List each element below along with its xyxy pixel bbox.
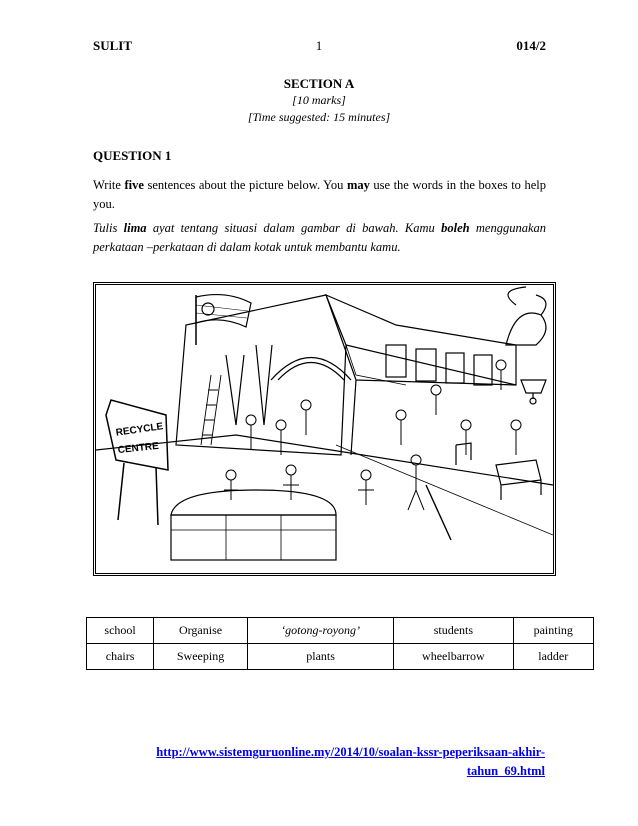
instruction-bold: boleh: [441, 221, 470, 235]
word-cell: students: [394, 618, 513, 644]
header-right: 014/2: [516, 38, 546, 53]
word-cell: school: [87, 618, 154, 644]
word-box-table: [86, 617, 594, 670]
instruction-text: sentences about the picture below. You: [143, 178, 347, 192]
instruction-bold: five: [124, 178, 144, 192]
source-link-line2[interactable]: tahun_69.html: [466, 764, 545, 778]
instruction-malay: [93, 219, 546, 257]
illustration-drawing: [96, 285, 553, 573]
instruction-text: Tulis: [93, 221, 124, 235]
table-row: [87, 618, 594, 644]
sign-text-line1: RECYCLE: [115, 421, 164, 439]
word-cell: wheelbarrow: [394, 644, 513, 670]
instruction-text: menggunakan perkataan –perkataan di dalam kotak untuk membantu kamu.: [93, 221, 546, 254]
instruction-text: use the words in the boxes to help you.: [93, 178, 546, 211]
word-cell: Sweeping: [154, 644, 248, 670]
source-link[interactable]: [150, 743, 545, 781]
section-time: [Time suggested: 15 minutes]: [247, 110, 391, 124]
page-number: 1: [315, 38, 323, 53]
sign-text-line2: CENTRE: [117, 440, 160, 457]
question-label: QUESTION 1: [93, 148, 172, 163]
section-marks: [10 marks]: [292, 93, 346, 107]
word-cell: plants: [247, 644, 393, 670]
header-left: SULIT: [93, 38, 133, 53]
instruction-bold: may: [346, 178, 370, 192]
word-cell: painting: [513, 618, 594, 644]
source-link-line1[interactable]: http://www.sistemguruonline.my/2014/10/soalan-kssr-peperiksaan-akhir-: [156, 745, 545, 759]
word-cell: ‘gotong-royong’: [247, 618, 393, 644]
table-row: [87, 644, 594, 670]
word-cell: Organise: [154, 618, 248, 644]
instruction-bold: lima: [123, 221, 147, 235]
instruction-text: ayat tentang situasi dalam gambar di bawah. Kamu: [146, 221, 442, 235]
recycle-sign: [106, 400, 168, 525]
section-title: SECTION A: [283, 76, 355, 91]
word-cell: ladder: [513, 644, 594, 670]
instruction-english: [93, 176, 546, 214]
instruction-text: Write: [93, 178, 125, 192]
word-cell: chairs: [87, 644, 154, 670]
school-cleanup-illustration: [93, 282, 556, 576]
